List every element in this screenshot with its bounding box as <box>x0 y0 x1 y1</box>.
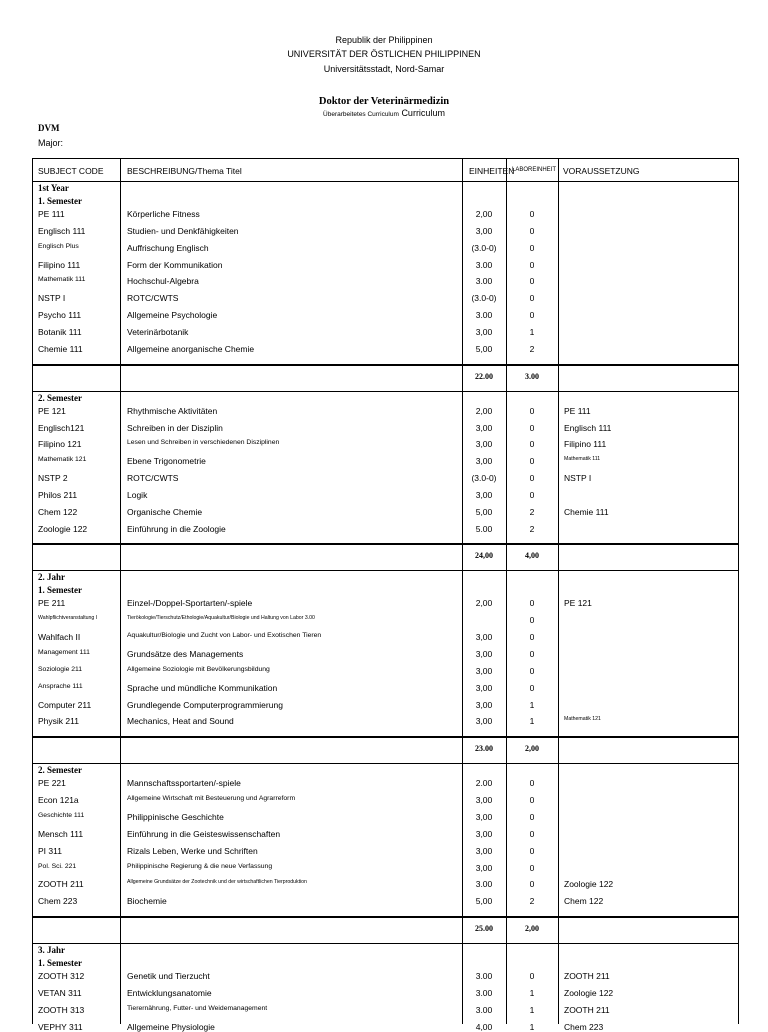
subject-code: NSTP 2 <box>38 473 68 484</box>
column-divider <box>738 158 739 1024</box>
subject-prerequisite: ZOOTH 211 <box>564 971 610 982</box>
subject-units: 5,00 <box>475 896 493 907</box>
subject-code: Zoologie 122 <box>38 523 88 534</box>
subject-lab-units: 0 <box>529 811 535 822</box>
subject-prerequisite: ZOOTH 211 <box>564 1004 610 1015</box>
subject-code: Ansprache 111 <box>38 682 83 690</box>
subject-lab-units: 0 <box>529 795 535 806</box>
subject-lab-units: 0 <box>529 879 535 890</box>
subject-lab-units: 0 <box>529 293 535 304</box>
subject-lab-units: 0 <box>529 242 535 253</box>
column-header-description: BESCHREIBUNG/Thema Titel <box>127 166 242 176</box>
subject-prerequisite: Chemie 111 <box>564 506 609 517</box>
column-header-units: EINHEITEN <box>469 166 515 176</box>
subject-description: Schreiben in der Disziplin <box>127 422 223 433</box>
university-line: UNIVERSITÄT DER ÖSTLICHEN PHILIPPINEN <box>287 49 481 59</box>
subject-description: Einzel-/Doppel-Sportarten/-spiele <box>127 598 253 609</box>
subject-code: Englisch Plus <box>38 242 79 250</box>
subject-code: Physik 211 <box>38 716 79 727</box>
subject-units: 3,00 <box>475 716 493 727</box>
subject-description: Einführung in die Zoologie <box>127 523 226 534</box>
subject-lab-units: 0 <box>529 405 535 416</box>
year-heading: 2. Jahr <box>38 572 65 583</box>
subject-code: Mensch 111 <box>38 828 84 839</box>
total-units: 24,00 <box>475 551 493 561</box>
subject-description: Hochschul-Algebra <box>127 276 199 287</box>
header-bottom-border <box>32 181 738 182</box>
subject-lab-units: 0 <box>529 473 535 484</box>
subject-code: NSTP I <box>38 293 66 304</box>
totals-bottom-border <box>32 391 738 392</box>
subject-units: 3,00 <box>475 422 493 433</box>
subject-description: Philippinische Regierung & die neue Verfassung <box>127 862 273 870</box>
subject-lab-units: 0 <box>529 456 535 467</box>
subject-lab-units: 0 <box>529 598 535 609</box>
subject-units: (3.0-0) <box>471 293 497 304</box>
subject-prerequisite: Zoologie 122 <box>564 879 614 890</box>
column-divider <box>558 158 559 1024</box>
subject-prerequisite: Filipino 111 <box>564 439 607 450</box>
subtitle-small: Überarbeitetes Curriculum <box>323 111 399 118</box>
subject-code: Englisch 111 <box>38 225 86 236</box>
subject-description: Tierökologie/Tierschutz/Ethologie/Aquakultur/Biologie und Haltung von Labor 3.00 <box>127 615 315 622</box>
subject-lab-units: 0 <box>529 310 535 321</box>
subject-units: 3,00 <box>475 632 493 643</box>
subject-lab-units: 0 <box>529 209 535 219</box>
subject-description: Mechanics, Heat and Sound <box>127 716 234 727</box>
subject-lab-units: 0 <box>529 489 535 500</box>
subject-description: Rhythmische Aktivitäten <box>127 405 218 416</box>
totals-bottom-border <box>32 570 738 571</box>
subject-lab-units: 0 <box>529 615 535 626</box>
subject-lab-units: 1 <box>529 1004 535 1015</box>
total-units: 23.00 <box>475 744 493 754</box>
subject-code: VETAN 311 <box>38 987 82 998</box>
subject-code: PI 311 <box>38 845 62 856</box>
year-heading: 3. Jahr <box>38 945 65 956</box>
subject-units: 3,00 <box>475 326 493 337</box>
major-label: Major: <box>38 138 64 148</box>
subject-units: 5.00 <box>475 523 493 534</box>
subject-units: 3,00 <box>475 439 493 450</box>
subject-code: ZOOTH 312 <box>38 971 85 982</box>
subject-units: 3.00 <box>475 1004 493 1015</box>
subtitle-main: Curriculum <box>401 108 445 118</box>
subject-code: Wahlfach II <box>38 632 81 643</box>
subject-code: Chem 122 <box>38 506 78 517</box>
subject-units: 3.00 <box>475 259 493 270</box>
subject-description: Einführung in die Geisteswissenschaften <box>127 828 281 839</box>
column-divider <box>506 158 507 1024</box>
subject-description: Sprache und mündliche Kommunikation <box>127 682 278 693</box>
column-header-code: SUBJECT CODE <box>38 166 104 176</box>
totals-top-border <box>32 543 738 545</box>
semester-heading: 1. Semester <box>38 958 82 969</box>
subject-description: Veterinärbotanik <box>127 326 189 337</box>
column-divider <box>462 158 463 1024</box>
subject-lab-units: 0 <box>529 862 535 873</box>
subject-description: Allgemeine Grundsätze der Zootechnik und der wirtschaftlichen Tierproduktion <box>127 879 307 886</box>
subject-description: Allgemeine Psychologie <box>127 310 218 321</box>
total-lab-units: 2,00 <box>525 924 539 934</box>
subject-description: Genetik und Tierzucht <box>127 971 210 982</box>
subject-description: Körperliche Fitness <box>127 209 200 219</box>
totals-bottom-border <box>32 763 738 764</box>
subject-units: 3,00 <box>475 665 493 676</box>
program-code: DVM <box>38 123 60 133</box>
subject-lab-units: 0 <box>529 225 535 236</box>
subject-prerequisite: NSTP I <box>564 473 592 484</box>
subject-description: ROTC/CWTS <box>127 293 179 304</box>
subject-code: PE 121 <box>38 405 66 416</box>
column-header-lab-units: LABOREINHEIT <box>512 167 557 173</box>
subject-units: 2,00 <box>475 405 493 416</box>
subject-description: ROTC/CWTS <box>127 473 179 484</box>
subject-description: Biochemie <box>127 896 167 907</box>
subject-code: Geschichte 111 <box>38 811 85 819</box>
subject-code: VEPHY 311 <box>38 1021 83 1032</box>
subject-description: Tierernährung, Futter- und Weidemanagement <box>127 1004 268 1012</box>
totals-top-border <box>32 916 738 918</box>
subject-code: Philos 211 <box>38 489 78 500</box>
subject-prerequisite: Chem 122 <box>564 896 604 907</box>
subject-code: PE 211 <box>38 598 66 609</box>
subject-description: Rizals Leben, Werke und Schriften <box>127 845 258 856</box>
country-line: Republik der Philippinen <box>335 35 433 45</box>
subject-code: Englisch121 <box>38 422 85 433</box>
subject-units: 3,00 <box>475 649 493 659</box>
subject-lab-units: 0 <box>529 259 535 270</box>
subject-lab-units: 0 <box>529 828 535 839</box>
subject-units: 3,00 <box>475 845 493 856</box>
subject-lab-units: 0 <box>529 422 535 433</box>
subject-lab-units: 2 <box>529 523 535 534</box>
subject-description: Form der Kommunikation <box>127 259 223 270</box>
subject-prerequisite: Zoologie 122 <box>564 987 614 998</box>
subject-units: 3.00 <box>475 879 493 890</box>
subject-code: PE 111 <box>38 209 65 219</box>
subject-lab-units: 0 <box>529 632 535 643</box>
subject-prerequisite: Chem 223 <box>564 1021 604 1032</box>
subject-units: 3,00 <box>475 795 493 806</box>
subject-code: Wahlpflichtveranstaltung I <box>38 615 98 622</box>
subject-description: Ebene Trigonometrie <box>127 456 206 467</box>
subject-lab-units: 0 <box>529 649 535 659</box>
subject-code: Mathematik 121 <box>38 456 87 464</box>
column-divider <box>32 158 33 1024</box>
subject-prerequisite: Mathematik 111 <box>564 456 601 463</box>
total-units: 25.00 <box>475 924 493 934</box>
subject-code: Mathematik 111 <box>38 276 86 284</box>
subject-units: 5,00 <box>475 506 493 517</box>
subject-units: 3,00 <box>475 862 493 873</box>
subject-units: (3.0-0) <box>471 242 497 253</box>
subject-description: Mannschaftssportarten/-spiele <box>127 778 241 789</box>
subject-code: Pol. Sci. 221 <box>38 862 77 870</box>
total-lab-units: 4,00 <box>525 551 539 561</box>
subject-lab-units: 2 <box>529 506 535 517</box>
subject-description: Allgemeine anorganische Chemie <box>127 343 255 354</box>
subject-units: 3,00 <box>475 828 493 839</box>
subject-prerequisite: PE 121 <box>564 598 592 609</box>
total-lab-units: 3.00 <box>525 371 539 381</box>
subject-code: ZOOTH 211 <box>38 879 84 890</box>
subject-lab-units: 0 <box>529 778 535 789</box>
subject-code: Econ 121a <box>38 795 79 806</box>
subject-units: 2.00 <box>475 778 493 789</box>
semester-heading: 1. Semester <box>38 196 82 206</box>
subject-lab-units: 2 <box>529 343 535 354</box>
totals-top-border <box>32 364 738 366</box>
subject-lab-units: 1 <box>529 716 535 727</box>
subject-lab-units: 2 <box>529 896 535 907</box>
subject-description: Organische Chemie <box>127 506 203 517</box>
subject-code: Chem 223 <box>38 896 78 907</box>
subject-units: 2,00 <box>475 598 493 609</box>
column-divider <box>120 158 121 1024</box>
subject-units: 3,00 <box>475 489 493 500</box>
subject-lab-units: 1 <box>529 326 535 337</box>
subject-code: Computer 211 <box>38 699 92 710</box>
subject-units: 4,00 <box>475 1021 493 1032</box>
subject-units: 3.00 <box>475 987 493 998</box>
subject-units: 3,00 <box>475 225 493 236</box>
subject-code: Management 111 <box>38 649 90 656</box>
subject-lab-units: 0 <box>529 665 535 676</box>
subject-units: (3.0-0) <box>471 473 497 484</box>
subject-units: 3.00 <box>475 310 493 321</box>
subject-code: Botanik 111 <box>38 326 82 337</box>
subject-description: Lesen und Schreiben in verschiedenen Disziplinen <box>127 439 280 447</box>
subject-units: 3.00 <box>475 276 493 287</box>
totals-top-border <box>32 736 738 738</box>
semester-heading: 2. Semester <box>38 392 82 403</box>
subject-lab-units: 0 <box>529 439 535 450</box>
subject-description: Studien- und Denkfähigkeiten <box>127 225 239 236</box>
semester-heading: 1. Semester <box>38 585 82 596</box>
subject-description: Grundsätze des Managements <box>127 649 244 659</box>
subject-lab-units: 1 <box>529 1021 535 1032</box>
subject-description: Logik <box>127 489 148 500</box>
subject-code: Filipino 121 <box>38 439 82 450</box>
total-units: 22.00 <box>475 371 493 381</box>
subject-units: 3.00 <box>475 971 493 982</box>
total-lab-units: 2,00 <box>525 744 539 754</box>
subject-prerequisite: PE 111 <box>564 405 591 416</box>
subject-lab-units: 1 <box>529 987 535 998</box>
subject-units: 3,00 <box>475 699 493 710</box>
subject-description: Auffrischung Englisch <box>127 242 209 253</box>
subject-code: Soziologie 211 <box>38 665 83 673</box>
subject-units: 2,00 <box>475 209 493 219</box>
location-line: Universitätsstadt, Nord-Samar <box>323 64 445 74</box>
subject-lab-units: 0 <box>529 682 535 693</box>
subject-lab-units: 0 <box>529 276 535 287</box>
subject-lab-units: 0 <box>529 845 535 856</box>
subject-lab-units: 0 <box>529 971 535 982</box>
subject-description: Grundlegende Computerprogrammierung <box>127 699 283 710</box>
subject-prerequisite: Mathematik 121 <box>564 716 601 723</box>
totals-bottom-border <box>32 943 738 944</box>
subject-units: 5,00 <box>475 343 493 354</box>
subject-code: Chemie 111 <box>38 343 83 354</box>
subject-description: Allgemeine Physiologie <box>127 1021 215 1032</box>
subject-units: 3,00 <box>475 682 493 693</box>
semester-heading: 2. Semester <box>38 765 82 776</box>
subject-units: 3,00 <box>475 456 493 467</box>
document-title: Doktor der Veterinärmedizin <box>318 96 450 107</box>
subject-description: Allgemeine Soziologie mit Bevölkerungsbildung <box>127 665 270 673</box>
subject-code: PE 221 <box>38 778 66 789</box>
subject-description: Aquakultur/Biologie und Zucht von Labor- und Exotischen Tieren <box>127 632 322 640</box>
subject-prerequisite: Englisch 111 <box>564 422 612 433</box>
subject-description: Allgemeine Wirtschaft mit Besteuerung und Agrarreform <box>127 795 296 803</box>
subject-description: Philippinische Geschichte <box>127 811 224 822</box>
column-header-prerequisite: VORAUSSETZUNG <box>563 166 640 176</box>
subject-code: Psycho 111 <box>38 310 82 321</box>
table-top-border <box>32 158 738 159</box>
subject-description: Entwicklungsanatomie <box>127 987 212 998</box>
year-heading: 1st Year <box>38 183 69 193</box>
subject-code: ZOOTH 313 <box>38 1004 85 1015</box>
subject-units: 3,00 <box>475 811 493 822</box>
subject-code: Filipino 111 <box>38 259 81 270</box>
subject-lab-units: 1 <box>529 699 535 710</box>
